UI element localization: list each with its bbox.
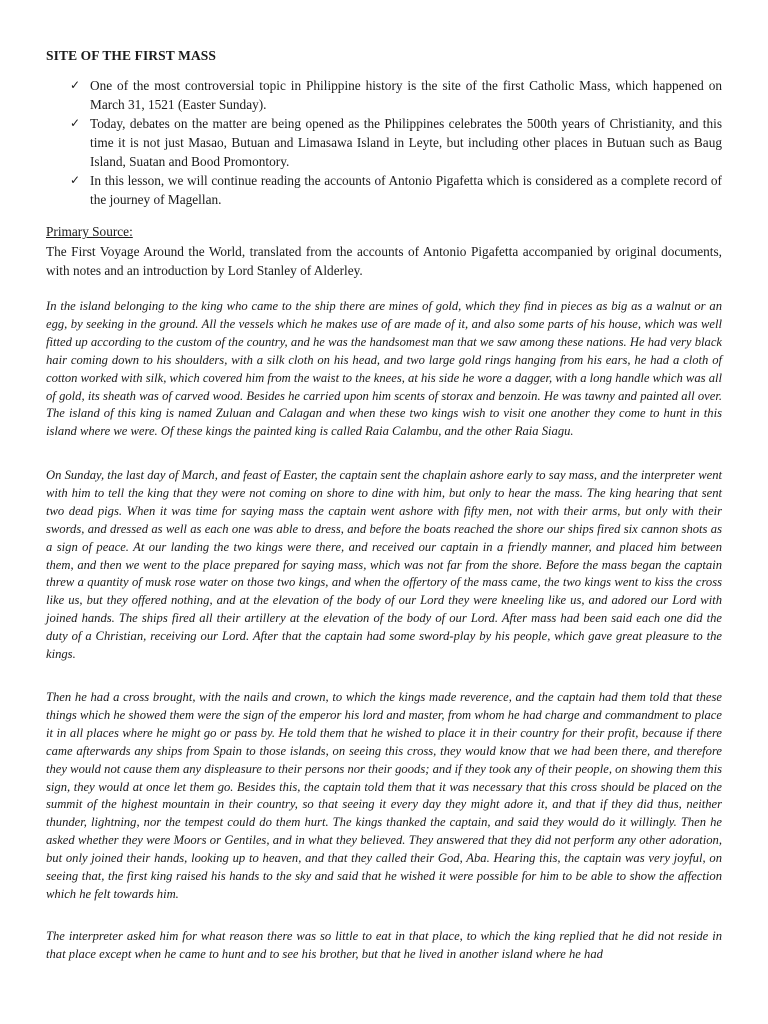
bullet-item bbox=[70, 76, 722, 114]
bullet-item bbox=[70, 114, 722, 171]
page-title: SITE OF THE FIRST MASS bbox=[46, 48, 217, 63]
bullet-list bbox=[70, 76, 722, 209]
excerpt-paragraph: Then he had a cross brought, with the nails and crown, to which the kings made reverence, and the captain had them told that these things which he showed them were the sign of the emperor his lord and master, from whom he had charge and commandment to place it in all places where he might go or pass by. He told them that he wished to place it in their country for their profit, because if there came afterwards any ships from Spain to those islands, on seeing this cross, they would know that we had been there, and therefore they would not cause them any displeasure to their persons nor their goods; and if they took any of their people, on showing them this sign, they would at once let them go. Besides this, the captain told them that it was necessary that this cross should be placed on the summit of the highest mountain in their country, so that seeing it every day they might adore it, and that if they did thus, neither thunder, lightning, nor the tempest could do them hurt. The kings thanked the captain, and said they would do it willingly. Then he asked whether they were Moors or Gentiles, and in what they believed. They answered that they did not perform any other adoration, but only joined their hands, looking up to heaven, and that they called their God, Aba. Hearing this, the captain was very joyful, on seeing that, the first king raised his hands to the sky and said that he wished it were possible for him to be able to show the affection which he felt towards him. bbox=[46, 690, 722, 901]
checkmark-icon: ✓ bbox=[70, 116, 81, 130]
primary-source-heading: Primary Source: bbox=[46, 224, 133, 239]
bullet-item bbox=[70, 171, 722, 209]
bullet-text: One of the most controversial topic in Philippine history is the site of the first Catholic Mass, which happened on March 31, 1521 (Easter Sunday). bbox=[90, 78, 722, 112]
excerpt-paragraph: The interpreter asked him for what reason there was so little to eat in that place, to which the king replied that he did not reside in that place except when he came to hunt and to see his brother, but that he lived in another island where he had bbox=[46, 929, 722, 961]
checkmark-icon: ✓ bbox=[70, 173, 81, 187]
excerpt-paragraph: In the island belonging to the king who came to the ship there are mines of gold, which they find in pieces as big as a walnut or an egg, by seeking in the ground. All the vessels which he makes use of are made of it, and also some parts of his house, which was well fitted up according to the custom of the country, and he was the handsomest man that we saw among these nations. He had very black hair coming down to his shoulders, with a silk cloth on his head, and two large gold rings hanging from his ears, he had a cloth of cotton worked with silk, which covered him from the waist to the knees, at his side he wore a dagger, with a long handle which was all of gold, its sheath was of carved wood. Besides he carried upon him scents of storax and benzoin. He was tawny and painted all over. The island of this king is named Zuluan and Calagan and when these two kings wish to visit one another they come to hunt in this island where we were. Of these kings the painted king is called Raia Calambu, and the other Raia Siagu. bbox=[46, 299, 722, 439]
primary-source-text: The First Voyage Around the World, translated from the accounts of Antonio Pigafetta accompanied by original documents, with notes and an introduction by Lord Stanley of Alderley. bbox=[46, 244, 722, 278]
excerpt-paragraph: On Sunday, the last day of March, and feast of Easter, the captain sent the chaplain ashore early to say mass, and the interpreter went with him to tell the king that they were not coming on shore to dine with him, but only to hear the mass. The king hearing that sent two dead pigs. When it was time for saying mass the captain went ashore with fifty men, not with their arms, but only with their swords, and dressed as well as each one was able to dress, and before the boats reached the shore our ships fired six cannon shots as a sign of peace. At our landing the two kings were there, and received our captain in a friendly manner, and placed him between them, and then we went to the place prepared for saying mass, which was not far from the shore. Before the mass began the captain threw a quantity of musk rose water on those two kings, and when the offertory of the mass came, the two kings went to kiss the cross like us, but they offered nothing, and at the elevation of the body of our Lord they were kneeling like us, and adored our Lord with joined hands. The ships fired all their artillery at the elevation of the body of our Lord. After mass had been said each one did the duty of a Christian, receiving our Lord. After that the captain had some sword-play by his people, which gave great pleasure to the kings. bbox=[46, 468, 722, 662]
checkmark-icon: ✓ bbox=[70, 78, 81, 92]
bullet-text: Today, debates on the matter are being opened as the Philippines celebrates the 500th years of Christianity, and this time it is not just Masao, Butuan and Limasawa Island in Leyte, but including other places in Butuan such as Baug Island, Suatan and Bood Promontory. bbox=[90, 116, 722, 169]
bullet-text: In this lesson, we will continue reading the accounts of Antonio Pigafetta which is considered as a complete record of the journey of Magellan. bbox=[90, 173, 722, 207]
